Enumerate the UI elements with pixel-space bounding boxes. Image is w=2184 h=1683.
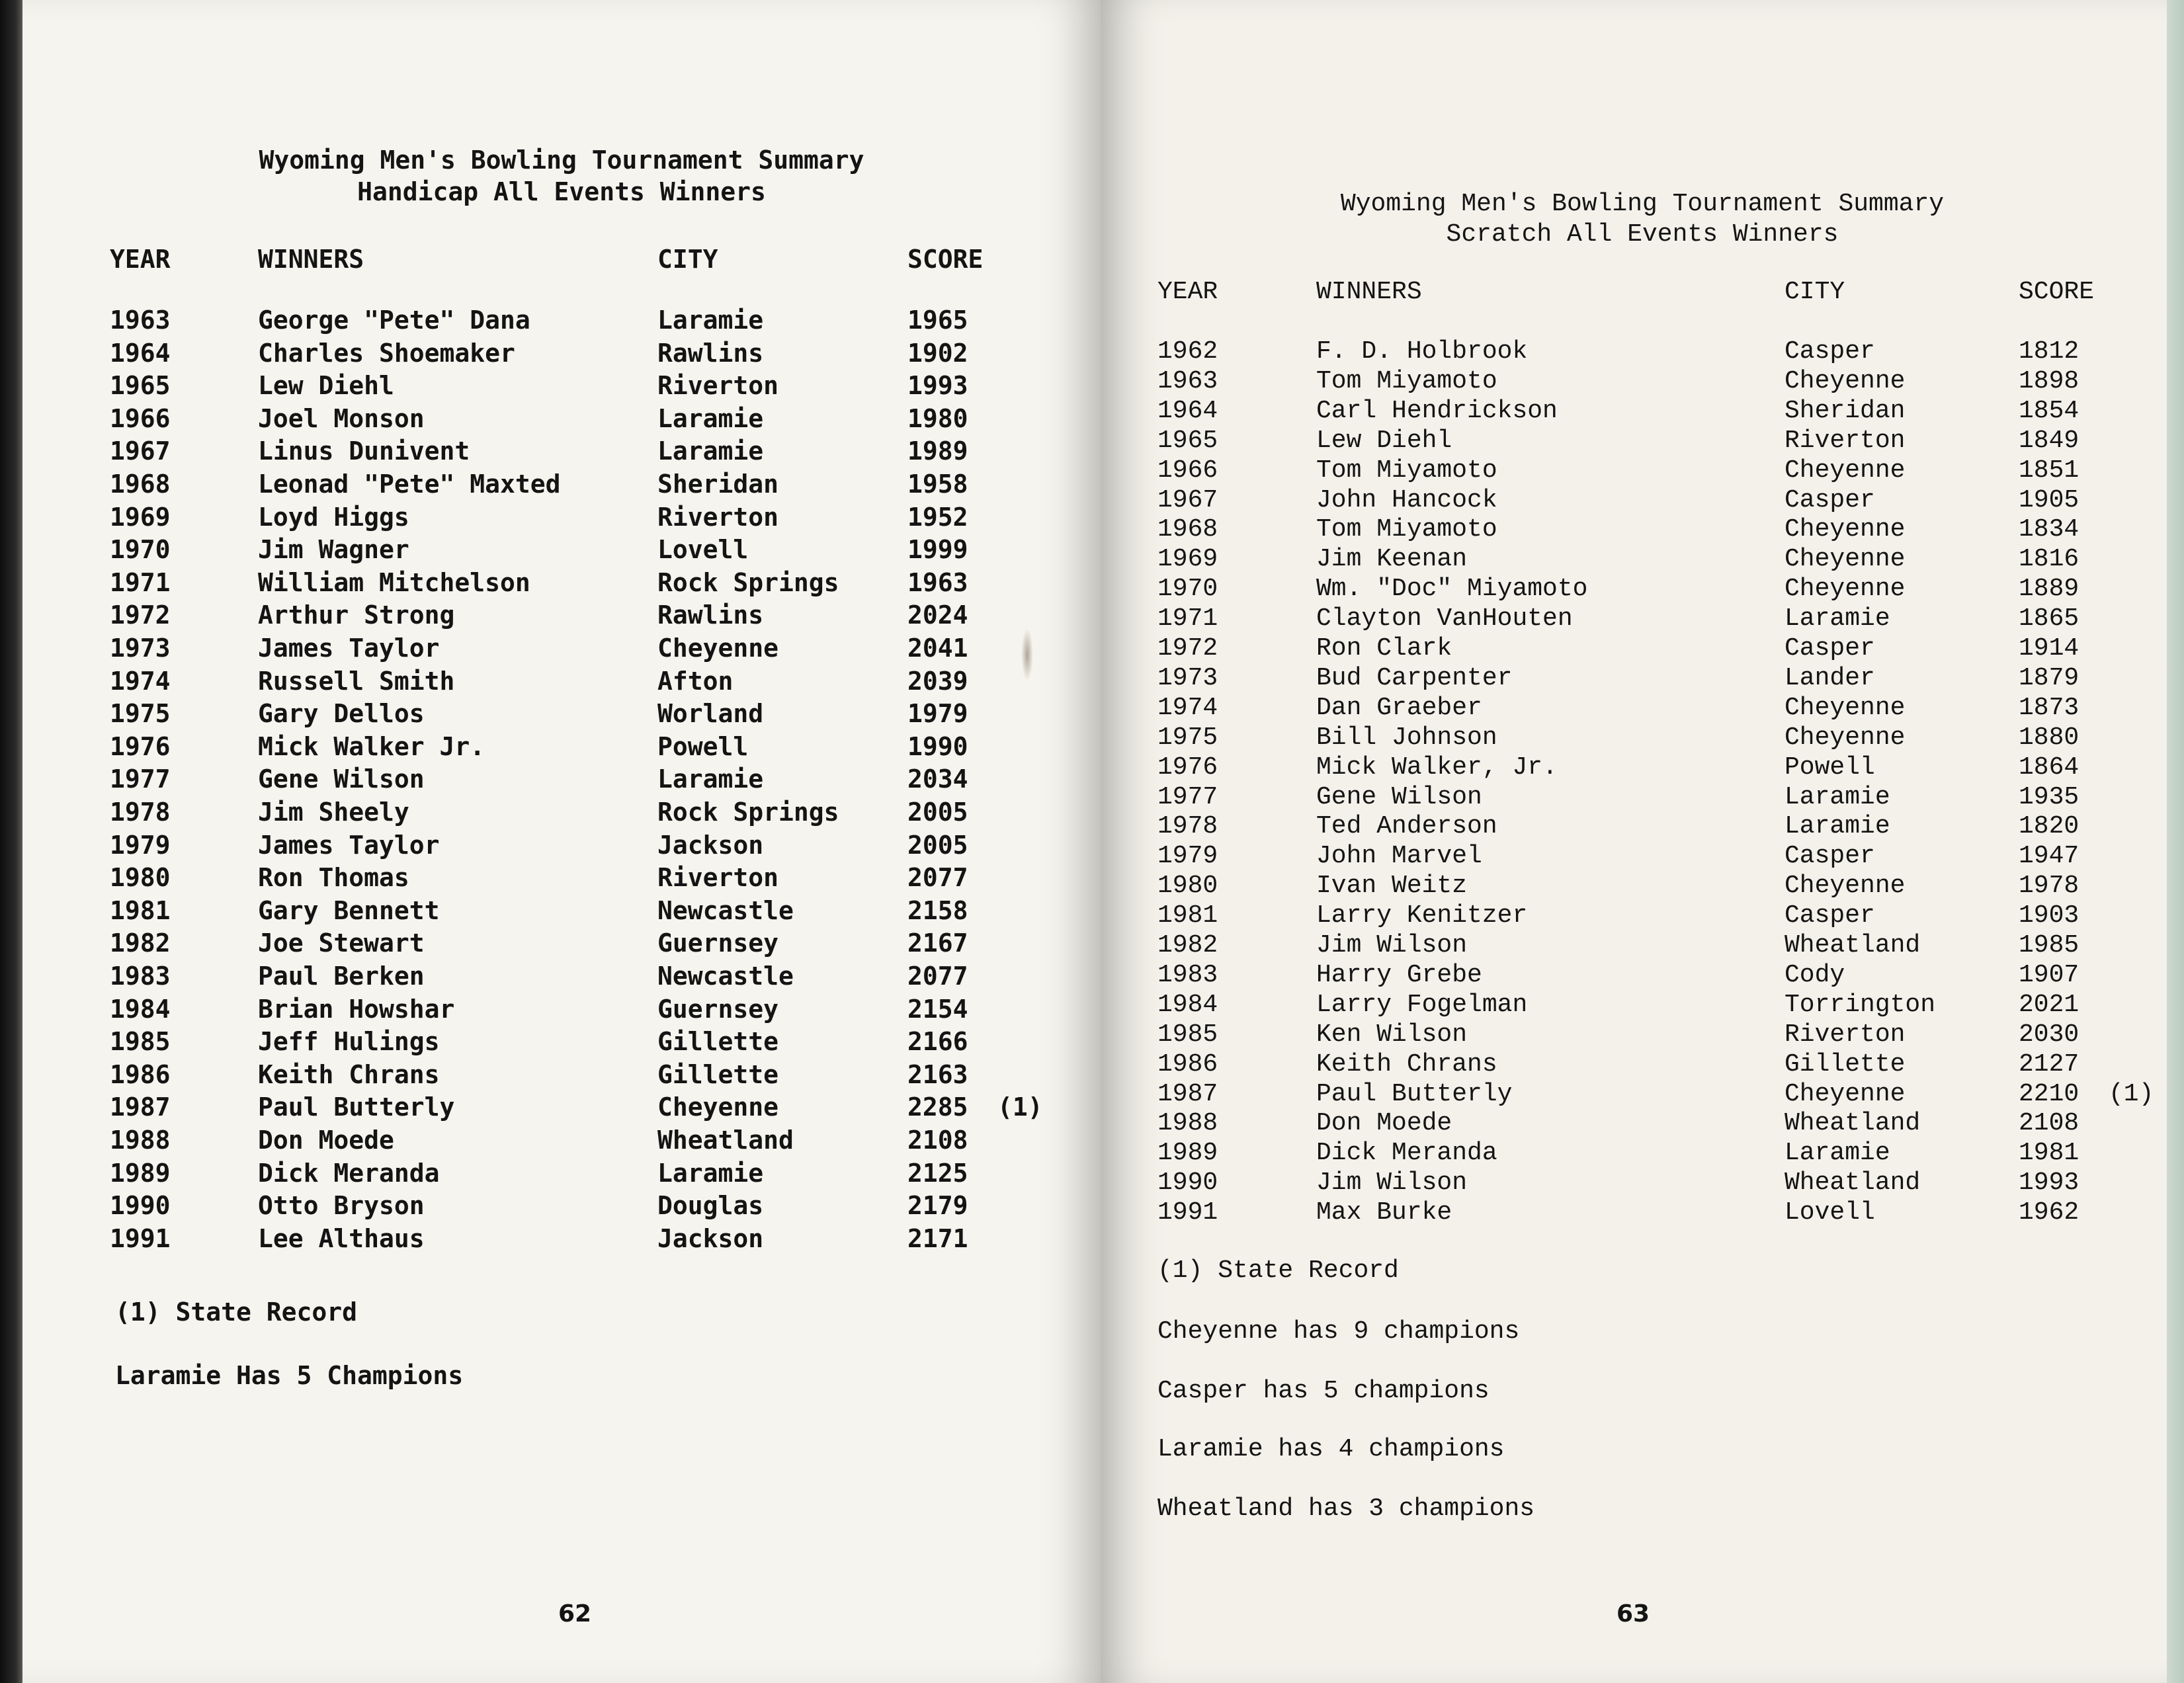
cell-city: Laramie (1785, 604, 1890, 634)
page-title (22, 144, 1101, 208)
cell-score: 2021 (2019, 990, 2079, 1019)
cell-score: 2163 (907, 1059, 968, 1089)
header-city: CITY (657, 245, 718, 274)
cell-winner: James Taylor (258, 634, 440, 663)
cell-winner: Paul Butterly (1316, 1079, 1513, 1108)
cell-winner: Gary Bennett (258, 895, 440, 925)
cell-year: 1984 (1157, 990, 1218, 1019)
cell-winner: Mick Walker Jr. (258, 731, 485, 761)
cell-year: 1975 (1157, 723, 1218, 752)
summary-line: Cheyenne has 9 champions (1157, 1317, 1520, 1346)
cell-city: Wheatland (1785, 1109, 1921, 1138)
cell-city: Lovell (657, 535, 749, 565)
cell-winner: Mick Walker, Jr. (1316, 753, 1558, 782)
cell-city: Riverton (657, 502, 779, 532)
page-number: 63 (1617, 1600, 1650, 1627)
cell-score: 1993 (2019, 1169, 2079, 1198)
cell-year: 1988 (110, 1126, 171, 1155)
cell-year: 1964 (110, 338, 171, 368)
footnote: (1) State Record (1157, 1256, 1399, 1285)
cell-city: Douglas (657, 1191, 764, 1221)
cell-city: Lander (1785, 663, 1875, 692)
cell-city: Riverton (657, 863, 779, 893)
cell-year: 1967 (110, 436, 171, 466)
cell-score: 1952 (907, 502, 968, 532)
cell-score: 2108 (2019, 1109, 2079, 1138)
cell-score: 1981 (2019, 1139, 2079, 1168)
cell-year: 1983 (110, 962, 171, 991)
cell-winner: Arthur Strong (258, 600, 455, 630)
cell-city: Guernsey (657, 928, 779, 958)
cell-city: Rawlins (657, 338, 764, 368)
cell-score: 2039 (907, 666, 968, 696)
cell-city: Wheatland (1785, 931, 1921, 960)
cell-winner: Gene Wilson (258, 764, 425, 794)
cell-winner: Joe Stewart (258, 928, 425, 958)
cell-city: Afton (657, 666, 734, 696)
cell-winner: Jim Wagner (258, 535, 409, 565)
cell-city: Cheyenne (1785, 872, 1906, 901)
cell-city: Laramie (657, 403, 764, 433)
cell-year: 1990 (1157, 1169, 1218, 1198)
cell-score: 1865 (2019, 604, 2079, 634)
cell-score: 2285 (907, 1092, 968, 1122)
cell-year: 1970 (1157, 575, 1218, 604)
cell-city: Sheridan (1785, 396, 1906, 425)
cell-year: 1980 (110, 863, 171, 893)
cell-score: 1958 (907, 470, 968, 499)
cell-winner: Brian Howshar (258, 994, 455, 1024)
cell-city: Newcastle (657, 962, 794, 991)
header-year: YEAR (1157, 278, 1218, 306)
header-score: SCORE (2019, 278, 2095, 306)
cell-year: 1987 (1157, 1079, 1218, 1108)
cell-city: Cheyenne (1785, 1079, 1906, 1108)
cell-score: 2041 (907, 634, 968, 663)
cell-score: 1816 (2019, 545, 2079, 574)
cell-city: Cody (1785, 960, 1845, 989)
cell-winner: Russell Smith (258, 666, 455, 696)
cell-score: 1989 (907, 436, 968, 466)
cell-winner: Loyd Higgs (258, 502, 409, 532)
cell-score: 2005 (907, 798, 968, 827)
cell-score: 1898 (2019, 366, 2079, 395)
cell-winner: Keith Chrans (1316, 1049, 1497, 1079)
cell-year: 1969 (110, 502, 171, 532)
cell-score: 2171 (907, 1223, 968, 1253)
cell-winner: Ken Wilson (1316, 1020, 1468, 1049)
cell-year: 1974 (110, 666, 171, 696)
cell-winner: Tom Miyamoto (1316, 366, 1497, 395)
cell-year: 1988 (1157, 1109, 1218, 1138)
cell-score: 1854 (2019, 396, 2079, 425)
cell-score: 1980 (907, 403, 968, 433)
stain-mark (1021, 628, 1033, 681)
cell-year: 1978 (110, 798, 171, 827)
cell-year: 1979 (110, 830, 171, 860)
cell-year: 1989 (1157, 1139, 1218, 1168)
cell-city: Cheyenne (1785, 545, 1906, 574)
cell-year: 1963 (1157, 366, 1218, 395)
cell-score: 2166 (907, 1027, 968, 1057)
cell-city: Powell (657, 731, 749, 761)
title-line-2: Scratch All Events Winners (1446, 220, 1839, 249)
cell-winner: Tom Miyamoto (1316, 515, 1497, 544)
header-city: CITY (1785, 278, 1845, 306)
cell-city: Cheyenne (657, 634, 779, 663)
page-title (1101, 189, 2184, 250)
cell-winner: Paul Berken (258, 962, 425, 991)
cell-score: 1907 (2019, 960, 2079, 989)
cell-year: 1985 (1157, 1020, 1218, 1049)
cell-winner: Dick Meranda (258, 1158, 440, 1188)
page-number: 62 (558, 1600, 592, 1627)
header-year: YEAR (110, 245, 171, 274)
summary-line: Laramie has 4 champions (1157, 1435, 1505, 1463)
summary-line: Wheatland has 3 champions (1157, 1495, 1535, 1523)
cell-score: 1834 (2019, 515, 2079, 544)
cell-score: 1914 (2019, 634, 2079, 663)
cell-city: Riverton (1785, 426, 1906, 455)
cell-year: 1981 (1157, 901, 1218, 930)
cell-score: 1905 (2019, 485, 2079, 514)
cell-year: 1963 (110, 306, 171, 335)
cell-year: 1969 (1157, 545, 1218, 574)
cell-winner: Clayton VanHouten (1316, 604, 1573, 634)
cell-city: Cheyenne (1785, 575, 1906, 604)
cell-year: 1981 (110, 895, 171, 925)
page-edge (2167, 0, 2184, 1683)
cell-year: 1970 (110, 535, 171, 565)
cell-score: 2167 (907, 928, 968, 958)
cell-city: Newcastle (657, 895, 794, 925)
title-line-1: Wyoming Men's Bowling Tournament Summary (259, 145, 864, 175)
cell-city: Cheyenne (657, 1092, 779, 1122)
cell-year: 1973 (1157, 663, 1218, 692)
cell-year: 1982 (110, 928, 171, 958)
cell-year: 1964 (1157, 396, 1218, 425)
cell-score: 1902 (907, 338, 968, 368)
header-score: SCORE (907, 245, 984, 274)
cell-score: 2154 (907, 994, 968, 1024)
cell-score: 2179 (907, 1191, 968, 1221)
cell-year: 1989 (110, 1158, 171, 1188)
cell-year: 1977 (1157, 782, 1218, 811)
cell-city: Cheyenne (1785, 456, 1906, 485)
cell-city: Cheyenne (1785, 366, 1906, 395)
cell-city: Cheyenne (1785, 723, 1906, 752)
cell-year: 1982 (1157, 931, 1218, 960)
cell-score: 1978 (2019, 872, 2079, 901)
cell-city: Riverton (1785, 1020, 1906, 1049)
cell-city: Wheatland (657, 1126, 794, 1155)
cell-year: 1975 (110, 699, 171, 729)
cell-winner: Max Burke (1316, 1198, 1452, 1227)
cell-year: 1990 (110, 1191, 171, 1221)
cell-winner: George "Pete" Dana (258, 306, 530, 335)
cell-winner: Charles Shoemaker (258, 338, 515, 368)
cell-city: Jackson (657, 1223, 764, 1253)
cell-year: 1991 (110, 1223, 171, 1253)
cell-year: 1986 (1157, 1049, 1218, 1079)
cell-city: Rock Springs (657, 798, 839, 827)
cell-year: 1966 (110, 403, 171, 433)
cell-city: Laramie (657, 764, 764, 794)
cell-score: 2030 (2019, 1020, 2079, 1049)
cell-winner: James Taylor (258, 830, 440, 860)
cell-winner: Lew Diehl (258, 371, 394, 401)
cell-winner: Bill Johnson (1316, 723, 1497, 752)
cell-score: 1879 (2019, 663, 2079, 692)
cell-winner: Ted Anderson (1316, 812, 1497, 841)
cell-city: Cheyenne (1785, 693, 1906, 722)
cell-winner: Linus Dunivent (258, 436, 470, 466)
cell-year: 1973 (110, 634, 171, 663)
cell-year: 1967 (1157, 485, 1218, 514)
cell-score: 1985 (2019, 931, 2079, 960)
cell-winner: Jim Wilson (1316, 1169, 1468, 1198)
cell-city: Wheatland (1785, 1169, 1921, 1198)
cell-winner: Joel Monson (258, 403, 425, 433)
cell-year: 1971 (1157, 604, 1218, 634)
cell-city: Laramie (1785, 782, 1890, 811)
cell-winner: Larry Fogelman (1316, 990, 1528, 1019)
cell-score: 1889 (2019, 575, 2079, 604)
title-line-1: Wyoming Men's Bowling Tournament Summary (1340, 190, 1945, 218)
cell-winner: Leonad "Pete" Maxted (258, 470, 561, 499)
cell-year: 1979 (1157, 842, 1218, 871)
cell-year: 1983 (1157, 960, 1218, 989)
cell-year: 1966 (1157, 456, 1218, 485)
cell-city: Casper (1785, 842, 1875, 871)
cell-score: 1873 (2019, 693, 2079, 722)
cell-city: Casper (1785, 485, 1875, 514)
cell-winner: Larry Kenitzer (1316, 901, 1528, 930)
summary-line: Casper has 5 champions (1157, 1377, 1490, 1405)
cell-city: Casper (1785, 634, 1875, 663)
cell-score: 1947 (2019, 842, 2079, 871)
cell-score: 1990 (907, 731, 968, 761)
cell-score: 1849 (2019, 426, 2079, 455)
cell-year: 1978 (1157, 812, 1218, 841)
cell-score: 1962 (2019, 1198, 2079, 1227)
cell-score: 1999 (907, 535, 968, 565)
cell-year: 1974 (1157, 693, 1218, 722)
cell-winner: Wm. "Doc" Miyamoto (1316, 575, 1588, 604)
cell-score: 1864 (2019, 753, 2079, 782)
cell-winner: Lew Diehl (1316, 426, 1452, 455)
cell-note: (1) (2109, 1079, 2154, 1108)
cell-winner: Ron Clark (1316, 634, 1452, 663)
cell-score: 2158 (907, 895, 968, 925)
cell-score: 2108 (907, 1126, 968, 1155)
page-62 (22, 0, 1101, 1683)
cell-winner: Jeff Hulings (258, 1027, 440, 1057)
cell-city: Worland (657, 699, 764, 729)
cell-city: Rawlins (657, 600, 764, 630)
cell-winner: Ron Thomas (258, 863, 409, 893)
title-line-2: Handicap All Events Winners (357, 177, 766, 206)
footnote: (1) State Record (115, 1297, 358, 1327)
cell-city: Casper (1785, 901, 1875, 930)
cell-year: 1985 (110, 1027, 171, 1057)
cell-score: 2024 (907, 600, 968, 630)
cell-winner: John Hancock (1316, 485, 1497, 514)
cell-score: 2210 (2019, 1079, 2079, 1108)
header-winners: WINNERS (1316, 278, 1422, 306)
cell-year: 1972 (110, 600, 171, 630)
cell-year: 1971 (110, 567, 171, 597)
cell-score: 2077 (907, 863, 968, 893)
page-63 (1101, 0, 2184, 1683)
cell-score: 2034 (907, 764, 968, 794)
cell-winner: Jim Wilson (1316, 931, 1468, 960)
cell-city: Laramie (1785, 1139, 1890, 1168)
cell-winner: John Marvel (1316, 842, 1482, 871)
cell-score: 1812 (2019, 337, 2079, 366)
book-cover-edge (0, 0, 22, 1683)
cell-year: 1965 (1157, 426, 1218, 455)
cell-score: 1965 (907, 306, 968, 335)
cell-city: Laramie (657, 306, 764, 335)
cell-winner: Dick Meranda (1316, 1139, 1497, 1168)
cell-year: 1962 (1157, 337, 1218, 366)
cell-winner: Keith Chrans (258, 1059, 440, 1089)
cell-city: Riverton (657, 371, 779, 401)
cell-winner: Bud Carpenter (1316, 663, 1513, 692)
cell-city: Laramie (657, 436, 764, 466)
cell-score: 1993 (907, 371, 968, 401)
cell-score: 1979 (907, 699, 968, 729)
cell-city: Sheridan (657, 470, 779, 499)
cell-city: Rock Springs (657, 567, 839, 597)
cell-year: 1987 (110, 1092, 171, 1122)
cell-score: 1880 (2019, 723, 2079, 752)
cell-city: Guernsey (657, 994, 779, 1024)
cell-score: 1851 (2019, 456, 2079, 485)
cell-winner: Ivan Weitz (1316, 872, 1468, 901)
cell-year: 1965 (110, 371, 171, 401)
cell-city: Powell (1785, 753, 1875, 782)
cell-score: 2125 (907, 1158, 968, 1188)
cell-score: 2127 (2019, 1049, 2079, 1079)
cell-year: 1976 (110, 731, 171, 761)
cell-year: 1968 (1157, 515, 1218, 544)
cell-city: Laramie (1785, 812, 1890, 841)
cell-winner: Gene Wilson (1316, 782, 1482, 811)
cell-year: 1986 (110, 1059, 171, 1089)
cell-winner: Harry Grebe (1316, 960, 1482, 989)
cell-city: Lovell (1785, 1198, 1875, 1227)
cell-city: Gillette (657, 1027, 779, 1057)
cell-winner: Tom Miyamoto (1316, 456, 1497, 485)
cell-city: Gillette (1785, 1049, 1906, 1079)
cell-winner: Otto Bryson (258, 1191, 425, 1221)
cell-winner: Carl Hendrickson (1316, 396, 1558, 425)
cell-winner: Don Moede (258, 1126, 394, 1155)
cell-winner: Don Moede (1316, 1109, 1452, 1138)
cell-score: 1903 (2019, 901, 2079, 930)
cell-winner: Jim Sheely (258, 798, 409, 827)
cell-city: Cheyenne (1785, 515, 1906, 544)
cell-city: Jackson (657, 830, 764, 860)
summary-line: Laramie Has 5 Champions (115, 1361, 464, 1390)
cell-score: 2077 (907, 962, 968, 991)
cell-city: Gillette (657, 1059, 779, 1089)
cell-winner: Dan Graeber (1316, 693, 1482, 722)
cell-year: 1991 (1157, 1198, 1218, 1227)
cell-winner: Lee Althaus (258, 1223, 425, 1253)
cell-score: 1963 (907, 567, 968, 597)
cell-score: 1935 (2019, 782, 2079, 811)
cell-winner: F. D. Holbrook (1316, 337, 1528, 366)
cell-year: 1972 (1157, 634, 1218, 663)
cell-year: 1976 (1157, 753, 1218, 782)
cell-city: Laramie (657, 1158, 764, 1188)
cell-winner: Jim Keenan (1316, 545, 1468, 574)
cell-year: 1980 (1157, 872, 1218, 901)
cell-winner: Gary Dellos (258, 699, 425, 729)
cell-city: Torrington (1785, 990, 1936, 1019)
cell-winner: William Mitchelson (258, 567, 530, 597)
cell-year: 1968 (110, 470, 171, 499)
cell-year: 1977 (110, 764, 171, 794)
header-winners: WINNERS (258, 245, 364, 274)
cell-score: 1820 (2019, 812, 2079, 841)
cell-score: 2005 (907, 830, 968, 860)
cell-year: 1984 (110, 994, 171, 1024)
cell-city: Casper (1785, 337, 1875, 366)
cell-winner: Paul Butterly (258, 1092, 455, 1122)
cell-note: (1) (997, 1092, 1043, 1122)
